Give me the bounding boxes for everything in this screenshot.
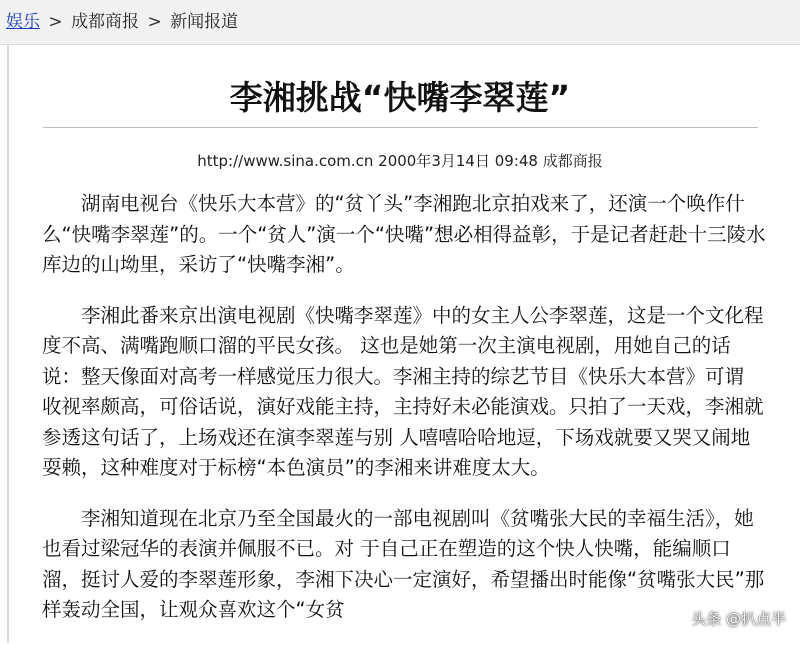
article-paragraph-3: 李湘知道现在北京乃至全国最火的一部电视剧叫《贫嘴张大民的幸福生活》，她也看过梁冠华的表演并佩服不已。对 于自己正在塑造的这个快人快嘴，能编顺口溜，挺讨人爱的李翠莲形象，李湘下决心一定演好，希望播出时能像“贫嘴张大民”那样轰动全国，让观众喜欢这个“女贫 — [42, 506, 765, 621]
breadcrumb-link-entertainment[interactable]: 娱乐 — [6, 12, 40, 32]
title-divider — [43, 127, 758, 128]
breadcrumb — [6, 10, 238, 34]
article-body — [42, 189, 768, 646]
breadcrumb-item-source[interactable]: 成都商报 — [71, 12, 140, 32]
breadcrumb-separator: > — [48, 12, 63, 32]
breadcrumb-separator: > — [147, 12, 162, 32]
breadcrumb-bar — [0, 0, 800, 45]
watermark: 头条 @扒点半 — [691, 610, 786, 628]
article-paragraph-2: 李湘此番来京出演电视剧《快嘴李翠莲》中的女主人公李翠莲，这是一个文化程度不高、满嘴跑顺口溜的平民女孩。 这也是她第一次主演电视剧，用她自己的话说：整天像面对高考一样感觉压力很大。李湘主持的综艺节目《快乐大本营》可谓 收视率颇高，可俗话说，演好戏能主持，主持好未必能演戏。只拍了一天戏，李湘就参透这句话了，上场戏还在演李翠莲与别 人嘻嘻哈哈地逗，下场戏就要又哭又闹地耍赖，这种难度对于标榜“本色演员”的李湘来讲难度太大。 — [42, 303, 764, 479]
article-paragraph-1: 湖南电视台《快乐大本营》的“贫丫头”李湘跑北京拍戏来了，还演一个唤作什么“快嘴李翠莲”的。一个“贫人”演一个“快嘴”想必相得益彰，于是记者赶赴十三陵水库边的山坳里，采访了“快嘴李湘”。 — [42, 192, 766, 276]
left-divider — [7, 44, 9, 643]
breadcrumb-item-section[interactable]: 新闻报道 — [170, 12, 239, 32]
article-byline: http://www.sina.com.cn 2000年3月14日 09:48 成都商报 — [197, 152, 603, 170]
article-title: 李湘挑战“快嘴李翠莲” — [229, 78, 571, 117]
